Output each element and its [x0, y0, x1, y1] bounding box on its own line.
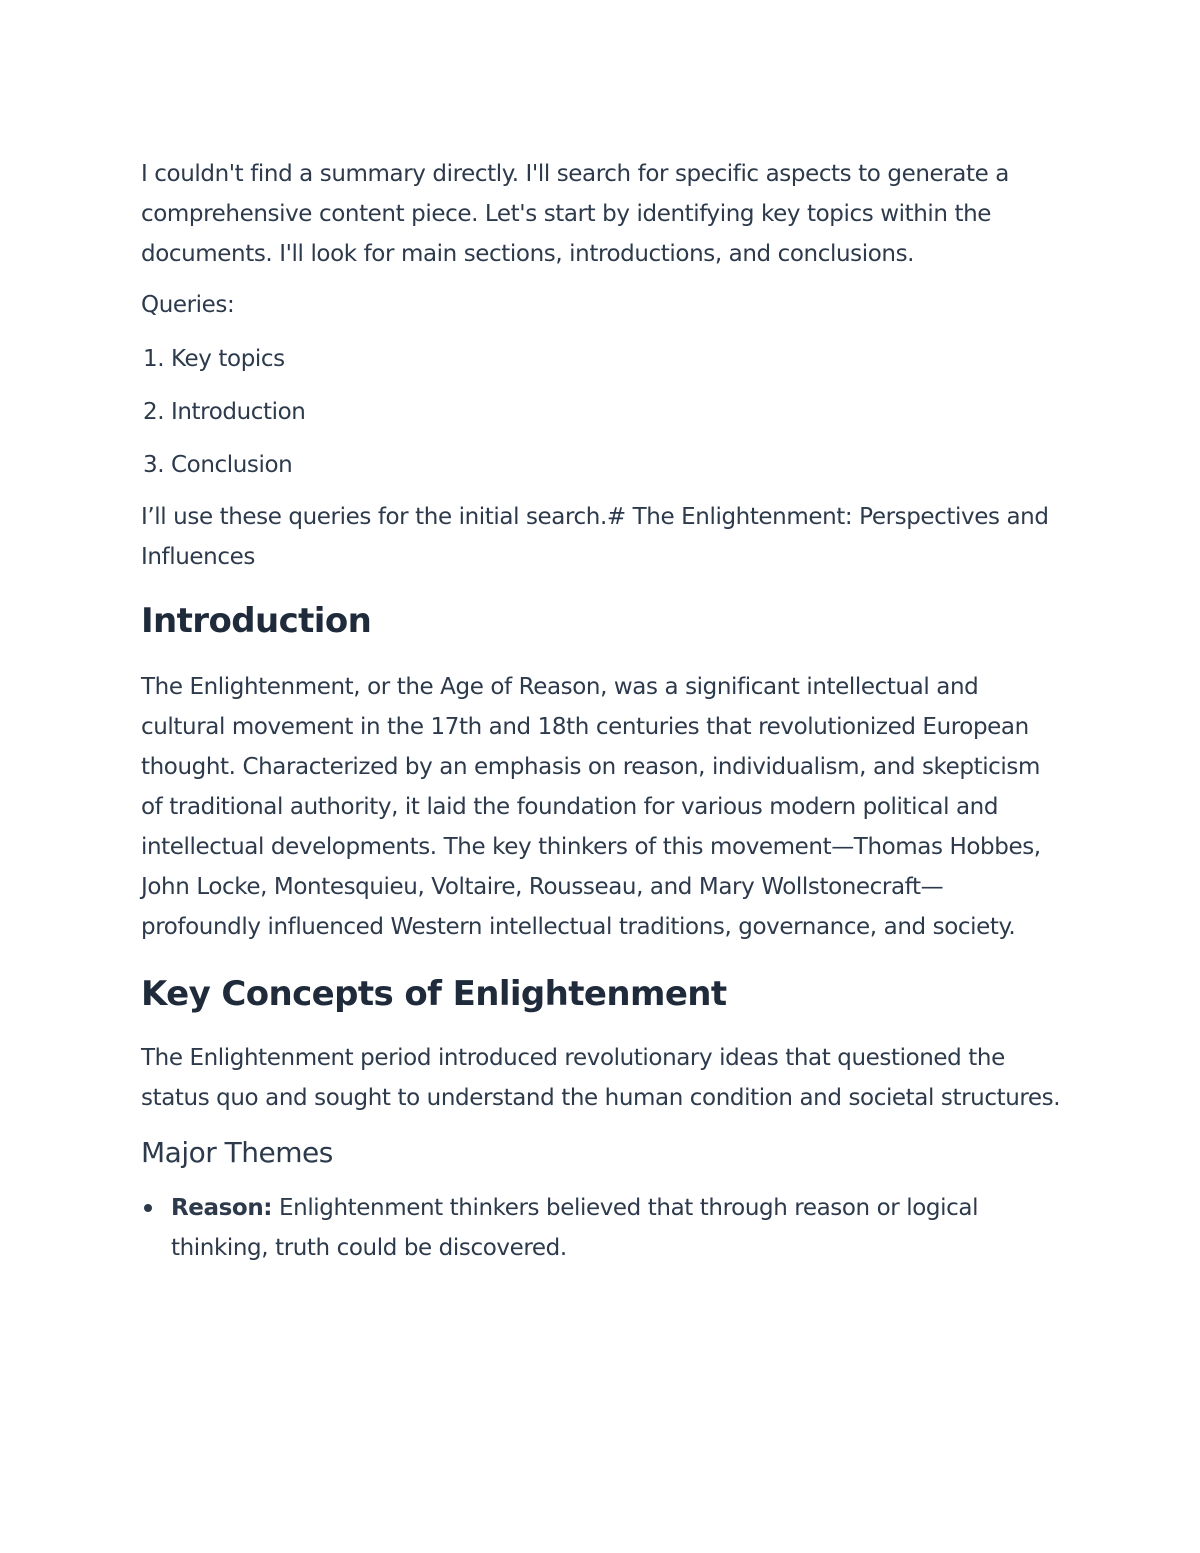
introduction-body: The Enlightenment, or the Age of Reason, was a significant intellectual and cultural movement in the 17th and 18th centuries that revolutionized European thought. Characterized by an emphasis on reason, individualism, and skepticism of traditional authority, it laid the foundation for various modern political and intellectual developments. The key thinkers of this movement—Thomas Hobbes, John Locke, Montesquieu, Voltaire, Rousseau, and Mary Wollstonecraft—profoundly influenced Western intellectual traditions, governance, and society. — [141, 674, 1041, 940]
queries-list — [141, 339, 1061, 485]
query-item — [141, 445, 1061, 485]
key-concepts-body: The Enlightenment period introduced revolutionary ideas that questioned the status quo and sought to understand the human condition and societal structures. — [141, 1045, 1061, 1111]
key-concepts-heading: Key Concepts of Enlightenment — [141, 974, 727, 1014]
query-text: Key topics — [171, 346, 285, 372]
query-text: Introduction — [171, 399, 306, 425]
bullet-icon — [144, 1204, 152, 1212]
document-page — [141, 154, 1061, 1268]
themes-list — [141, 1188, 1061, 1268]
theme-item — [141, 1188, 1061, 1268]
intro-paragraph: I couldn't find a summary directly. I'll search for specific aspects to generate a comprehensive content piece. Let's start by identifying key topics within the documents. I'll look for main sections, introductions, and conclusions. — [141, 161, 1009, 267]
query-number: 3. — [143, 452, 165, 478]
query-number: 2. — [143, 399, 165, 425]
query-number: 1. — [143, 346, 165, 372]
query-text: Conclusion — [171, 452, 293, 478]
theme-text: Enlightenment thinkers believed that through reason or logical thinking, truth could be discovered. — [171, 1195, 979, 1261]
query-item — [141, 339, 1061, 379]
search-plan-paragraph: I’ll use these queries for the initial search.# The Enlightenment: Perspectives and Influences — [141, 504, 1049, 570]
query-item — [141, 392, 1061, 432]
queries-label: Queries: — [141, 292, 235, 318]
introduction-heading: Introduction — [141, 601, 372, 641]
major-themes-heading: Major Themes — [141, 1136, 333, 1169]
theme-term: Reason: — [171, 1195, 273, 1221]
